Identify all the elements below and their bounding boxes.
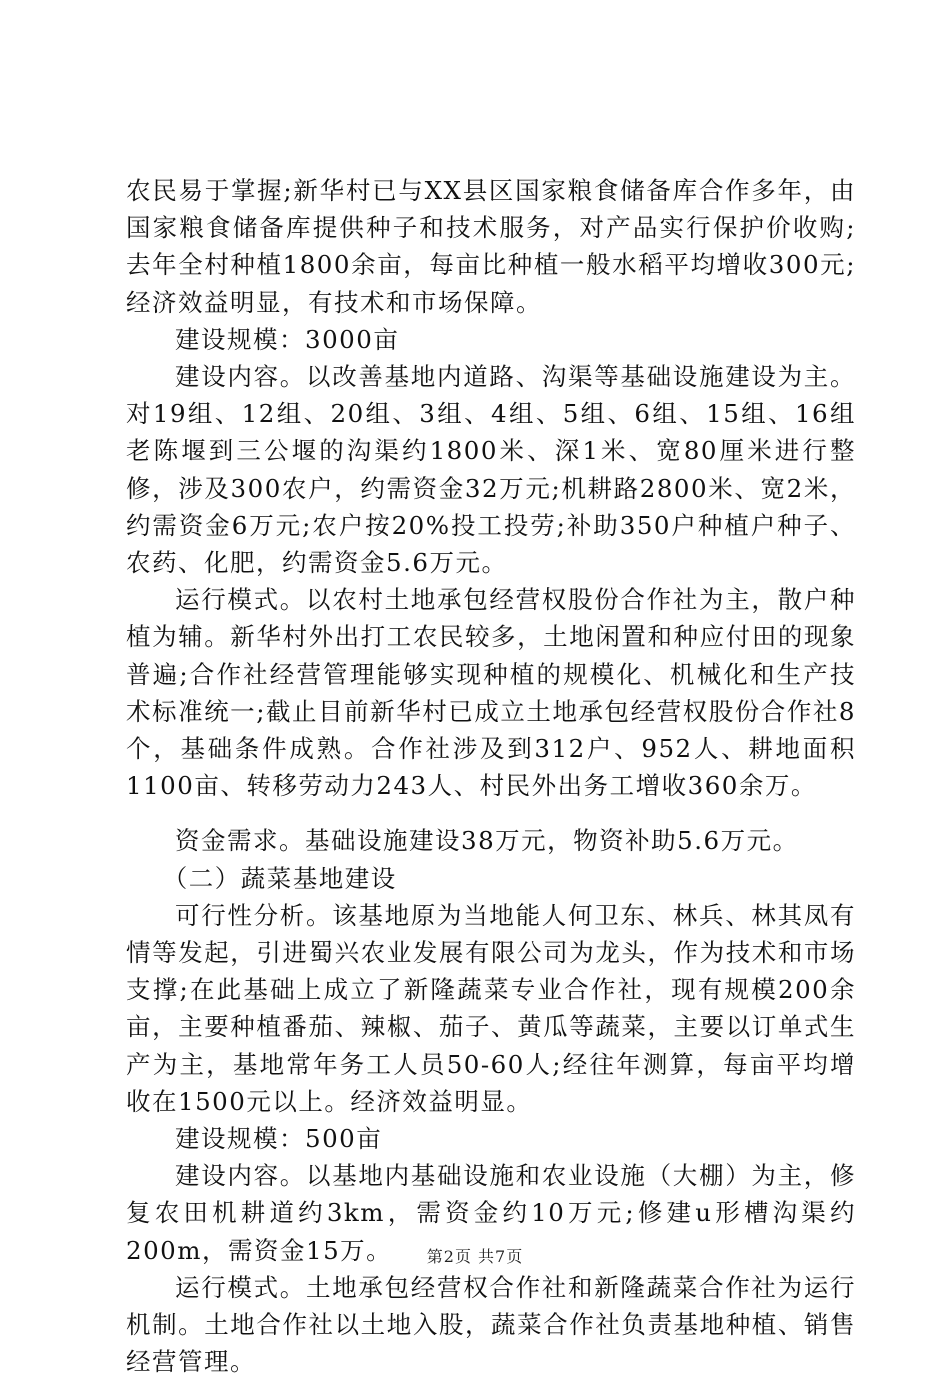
paragraph-funding-needs: 资金需求。基础设施建设38万元，物资补助5.6万元。 xyxy=(175,826,799,856)
paragraph-vegetable-content: 建设内容。以基地内基础设施和农业设施（大棚）为主，修复农田机耕道约3km，需资金约10万元;修建u形槽沟渠约200m，需资金15万。 xyxy=(126,1161,856,1265)
body-text xyxy=(126,172,856,1381)
paragraph-vegetable-scale: 建设规模：500亩 xyxy=(175,1124,383,1154)
page-footer: 第2页 共7页 xyxy=(426,1247,524,1266)
paragraph-construction-scale: 建设规模：3000亩 xyxy=(175,324,400,354)
paragraph-construction-content: 建设内容。以改善基地内道路、沟渠等基础设施建设为主。对19组、12组、20组、3组、4组、5组、6组、15组、16组老陈堰到三公堰的沟渠约1800米、深1米、宽80厘米进行整修，涉及300农户，约需资金32万元;机耕路2800米、宽2米，约需资金6万元;农户按20%投工投劳;补助350户种植户种子、农药、化肥，约需资金5.6万元。 xyxy=(126,362,856,578)
paragraph-feasibility-analysis: 可行性分析。该基地原为当地能人何卫东、林兵、林其凤有情等发起，引进蜀兴农业发展有限公司为龙头，作为技术和市场支撑;在此基础上成立了新隆蔬菜专业合作社，现有规模200余亩，主要种植番茄、辣椒、茄子、黄瓜等蔬菜，主要以订单式生产为主，基地常年务工人员50-60人;经往年测算，每亩平均增收在1500元以上。经济效益明显。 xyxy=(126,900,856,1116)
paragraph-continuation: 农民易于掌握;新华村已与XX县区国家粮食储备库合作多年，由国家粮食储备库提供种子和技术服务，对产品实行保护价收购;去年全村种植1800余亩，每亩比种植一般水稻平均增收300元;经济效益明显，有技术和市场保障。 xyxy=(126,176,856,317)
section-heading-vegetable-base: （二）蔬菜基地建设 xyxy=(162,863,397,893)
paragraph-vegetable-operation: 运行模式。土地承包经营权合作社和新隆蔬菜合作社为运行机制。土地合作社以土地入股，蔬菜合作社负责基地种植、销售经营管理。 xyxy=(126,1272,856,1377)
paragraph-operation-mode: 运行模式。以农村土地承包经营权股份合作社为主，散户种植为辅。新华村外出打工农民较多，土地闲置和种应付田的现象普遍;合作社经营管理能够实现种植的规模化、机械化和生产技术标准统一;截止目前新华村已成立土地承包经营权股份合作社8个，基础条件成熟。合作社涉及到312户、952人、耕地面积1100亩、转移劳动力243人、村民外出务工增收360余万。 xyxy=(126,585,856,801)
